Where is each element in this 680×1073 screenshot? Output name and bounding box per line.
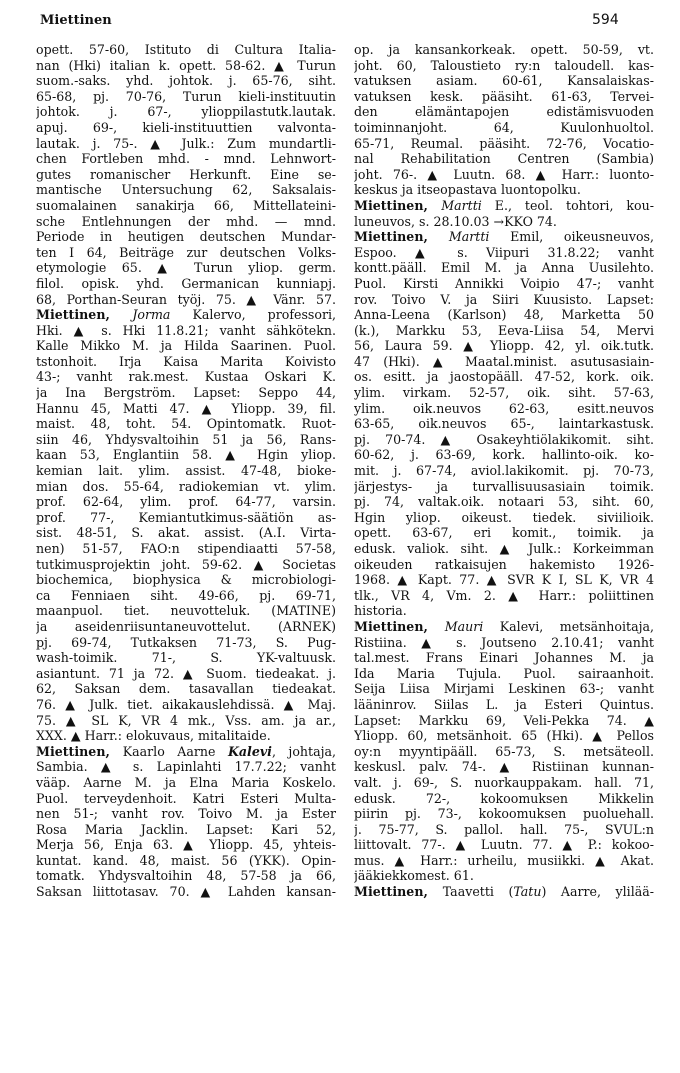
entry-heading-fragment: Kalevi <box>227 743 272 759</box>
text-line: opett. 63-67, eri komit., toimik. ja <box>354 525 654 541</box>
text-line: Sambia. ▲ s. Lapinlahti 17.7.22; vanht <box>36 759 336 775</box>
text-line: kuntat. kand. 48, maist. 56 (YKK). Opin- <box>36 852 336 868</box>
text-line: vatuksen kesk. pääsiht. 61-63, Tervei- <box>354 88 654 104</box>
text-line: 65-71, Reumal. pääsiht. 72-76, Vocatio- <box>354 135 654 151</box>
text-line: suom.-saks. yhd. johtok. j. 65-76, siht. <box>36 73 336 89</box>
text-line: Merja 56, Enja 63. ▲ Yliopp. 45, yhteis- <box>36 837 336 853</box>
text-line: (k.), Markku 53, Eeva-Liisa 54, Mervi <box>354 322 654 338</box>
text-line: Espoo. ▲ s. Viipuri 31.8.22; vanht <box>354 244 654 260</box>
entry-heading-fragment: Miettinen, <box>36 307 133 323</box>
text-line: suomalainen sanakirja 66, Mittellateini- <box>36 197 336 213</box>
text-line: Rosa Maria Jacklin. Lapset: Kari 52, <box>36 821 336 837</box>
text-line: kemian lait. ylim. assist. 47-48, bioke- <box>36 463 336 479</box>
text-line: Anna-Leena (Karlson) 48, Marketta 50 <box>354 307 654 323</box>
text-line: 65-68, pj. 70-76, Turun kieli-instituutin <box>36 88 336 104</box>
text-line: prof. 62-64, ylim. prof. 64-77, varsin. <box>36 494 336 510</box>
text-line: ja aseidenriisuntaneuvottelut. (ARNEK) <box>36 618 336 634</box>
text-line: Ristiina. ▲ s. Joutseno 2.10.41; vanht <box>354 634 654 650</box>
text-line <box>354 884 654 900</box>
entry-heading-fragment: Miettinen, <box>354 884 443 900</box>
text-line: 63-65, oik.neuvos 65-, laintarkastusk. <box>354 416 654 432</box>
text-line <box>36 307 336 323</box>
text-line: tal.mest. Frans Einari Johannes M. ja <box>354 650 654 666</box>
text-line: toiminnanjoht. 64, Kuulonhuoltol. <box>354 119 654 135</box>
text-line: maanpuol. tiet. neuvotteluk. (MATINE) <box>36 603 336 619</box>
text-line: kontt.pääll. Emil M. ja Anna Uusilehto. <box>354 260 654 276</box>
entry-heading-fragment: Miettinen, <box>354 229 449 245</box>
text-line: luneuvos, s. 28.10.03 →KKO 74. <box>354 213 557 229</box>
text-line <box>354 229 654 245</box>
text-line: jääkiekkomest. 61. <box>354 868 474 884</box>
text-line: Ida Maria Tujula. Puol. sairaanhoit. <box>354 665 654 681</box>
entry-heading-fragment: Martti <box>448 229 490 245</box>
text-line: asiantunt. 71 ja 72. ▲ Suom. tiedeakat. j. <box>36 665 336 681</box>
text-line: gutes romanischer Herkunft. Eine se- <box>36 166 336 182</box>
text-line: ylim. virkam. 52-57, oik. siht. 57-63, <box>354 385 654 401</box>
text-line: pj. 70-74. ▲ Osakeyhtiölakikomit. siht. <box>354 431 654 447</box>
text-line: lääninrov. Siilas L. ja Esteri Quintus. <box>354 696 654 712</box>
text-line: joht. 60, Taloustieto ry:n taloudell. kas- <box>354 57 654 73</box>
text-line: mian dos. 55-64, radiokemian vt. ylim. <box>36 478 336 494</box>
entry-heading-fragment: Miettinen, <box>354 618 445 634</box>
text-line: vatuksen asiam. 60-61, Kansalaiskas- <box>354 73 654 89</box>
text-line: oy:n myyntipääll. 65-73, S. metsäteoll. <box>354 743 654 759</box>
text-line: ca Fenniaen siht. 49-66, pj. 69-71, <box>36 587 336 603</box>
text-line <box>36 744 336 760</box>
text-line: pj. 74, valtak.oik. notaari 53, siht. 60, <box>354 494 654 510</box>
text-line: 43-; vanht rak.mest. Kustaa Oskari K. <box>36 369 336 385</box>
text-line <box>354 198 654 214</box>
text-line: biochemica, biophysica & microbiologi- <box>36 572 336 588</box>
text-line: ten I 64, Beiträge zur deutschen Volks- <box>36 244 336 260</box>
text-line: opett. 57-60, Istituto di Cultura Italia- <box>36 42 336 57</box>
text-line: prof. 77-, Kemiantutkimus-säätiön as- <box>36 509 336 525</box>
text-line: 47 (Hki). ▲ Maatal.minist. asutusasiain- <box>354 353 654 369</box>
text-line: 62, Saksan dem. tasavallan tiedeakat. <box>36 681 336 697</box>
text-line: ja Ina Bergström. Lapset: Seppo 44, <box>36 385 336 401</box>
text-line: XXX. ▲ Harr.: elokuvaus, mitalitaide. <box>36 728 271 744</box>
text-line: apuj. 69-, kieli-instituuttien valvonta- <box>36 119 336 135</box>
text-fragment: Taavetti ( <box>442 884 514 900</box>
text-line: Hki. ▲ s. Hki 11.8.21; vanht sähkötekn. <box>36 322 336 338</box>
text-line: mantische Untersuchung 62, Saksalais- <box>36 182 336 198</box>
text-fragment: E., teol. tohtori, kou- <box>481 197 654 213</box>
text-line: lautak. j. 75-. ▲ Julk.: Zum mundartli- <box>36 135 336 151</box>
text-line: tutkimusprojektin joht. 59-62. ▲ Societas <box>36 556 336 572</box>
text-line: järjestys- ja turvallisuusasiain toimik. <box>354 478 654 494</box>
text-line: etymologie 65. ▲ Turun yliop. germ. <box>36 260 336 276</box>
text-line: pj. 69-74, Tutkaksen 71-73, S. Pug- <box>36 634 336 650</box>
text-line: 56, Laura 59. ▲ Yliopp. 42, yl. oik.tutk. <box>354 338 654 354</box>
text-line: maist. 48, toht. 54. Opintomatk. Ruot- <box>36 416 336 432</box>
text-line: Periode in heutigen deutschen Mundar- <box>36 229 336 245</box>
text-line: Kalle Mikko M. ja Hilda Saarinen. Puol. <box>36 338 336 354</box>
text-line: wash-toimik. 71-, S. YK-valtuusk. <box>36 650 336 666</box>
text-line: edusk. valiok. siht. ▲ Julk.: Korkeimman <box>354 541 654 556</box>
entry-heading-fragment: Mauri <box>444 618 484 634</box>
text-line: nan (Hki) italian k. opett. 58-62. ▲ Turun <box>36 57 336 73</box>
entry-heading-fragment: Jorma <box>132 307 171 323</box>
text-line: rov. Toivo V. ja Siiri Kuusisto. Lapset: <box>354 291 654 307</box>
text-line: os. esitt. ja jaostopääll. 47-52, kork. oik. <box>354 369 654 385</box>
text-line: 60-62, j. 63-69, kork. hallinto-oik. ko- <box>354 447 654 463</box>
running-header-name: Miettinen <box>40 13 112 28</box>
text-line: tomatk. Yhdysvaltoihin 48, 57-58 ja 66, <box>36 868 336 884</box>
text-line: nen) 51-57, FAO:n stipendiaatti 57-58, <box>36 541 336 556</box>
text-fragment: , johtaja, <box>271 743 336 759</box>
text-line: ylim. oik.neuvos 62-63, esitt.neuvos <box>354 400 654 416</box>
text-line: tstonhoit. Irja Kaisa Marita Koivisto <box>36 353 336 369</box>
text-line: mus. ▲ Harr.: urheilu, musiikki. ▲ Akat. <box>354 852 654 868</box>
text-line: 68, Porthan-Seuran työj. 75. ▲ Vänr. 57. <box>36 291 336 307</box>
text-line: kaan 53, Englantiin 58. ▲ Hgin yliop. <box>36 447 336 463</box>
text-line: Puol. Kirsti Annikki Voipio 47-; vanht <box>354 275 654 291</box>
text-line: 1968. ▲ Kapt. 77. ▲ SVR K I, SL K, VR 4 <box>354 572 654 588</box>
text-line: tlk., VR 4, Vm. 2. ▲ Harr.: poliittinen <box>354 587 654 603</box>
text-line: piirin pj. 73-, kokoomuksen puoluehall. <box>354 806 654 822</box>
left-text-column <box>36 42 336 1062</box>
text-line: valt. j. 69-, S. nuorkauppakam. hall. 71, <box>354 774 654 790</box>
text-line: 76. ▲ Julk. tiet. aikakauslehdissä. ▲ Maj. <box>36 696 336 712</box>
text-line: Seija Liisa Mirjami Leskinen 63-; vanht <box>354 681 654 697</box>
text-fragment: Emil, oikeusneuvos, <box>489 229 654 245</box>
text-line: filol. opisk. yhd. Germanican kunniapj. <box>36 275 336 291</box>
text-line: siin 46, Yhdysvaltoihin 51 ja 56, Rans- <box>36 431 336 447</box>
text-line: nal Rehabilitation Centren (Sambia) <box>354 151 654 167</box>
right-text-column <box>354 42 654 1062</box>
entry-heading-fragment: Martti <box>441 197 482 213</box>
text-line: sche Entlehnungen der mhd. — mnd. <box>36 213 336 229</box>
text-line: oikeuden ratkaisujen hakemisto 1926- <box>354 556 654 572</box>
text-line: Hgin yliop. oikeust. tiedek. siviilioik. <box>354 509 654 525</box>
entry-heading-fragment: Miettinen, <box>354 197 442 213</box>
text-line: historia. <box>354 603 407 619</box>
text-line: den elämäntapojen edistämisvuoden <box>354 104 654 120</box>
text-line: sist. 48-51, S. akat. assist. (A.I. Virta- <box>36 525 336 541</box>
text-line: op. ja kansankorkeak. opett. 50-59, vt. <box>354 42 654 57</box>
text-line: Puol. terveydenhoit. Katri Esteri Multa- <box>36 790 336 806</box>
text-fragment: ) Aarre, ylilää- <box>541 884 654 900</box>
text-line: mit. j. 67-74, aviol.lakikomit. pj. 70-73, <box>354 463 654 479</box>
entry-heading-fragment: Tatu <box>513 884 542 900</box>
entry-heading-fragment: Miettinen, <box>36 743 123 759</box>
text-line: Saksan liittotasav. 70. ▲ Lahden kansan- <box>36 884 336 900</box>
text-line: Lapset: Markku 69, Veli-Pekka 74. ▲ <box>354 712 654 728</box>
text-line: liittovalt. 77-. ▲ Luutn. 77. ▲ P.: kokoo- <box>354 837 654 853</box>
text-line: Hannu 45, Matti 47. ▲ Yliopp. 39, fil. <box>36 400 336 416</box>
text-line: nen 51-; vanht rov. Toivo M. ja Ester <box>36 806 336 822</box>
page-number: 594 <box>592 12 619 28</box>
text-line: keskusl. palv. 74-. ▲ Ristiinan kunnan- <box>354 759 654 775</box>
text-fragment: Kaarlo Aarne <box>122 743 228 759</box>
text-fragment: Kalervo, professori, <box>170 307 336 323</box>
text-line: vääp. Aarne M. ja Elna Maria Koskelo. <box>36 774 336 790</box>
text-line <box>354 619 654 635</box>
text-line: johtok. j. 67-, ylioppilastutk.lautak. <box>36 104 336 120</box>
text-fragment: Kalevi, metsänhoitaja, <box>483 618 654 634</box>
text-line: chen Fortleben mhd. - mnd. Lehnwort- <box>36 151 336 167</box>
text-line: Yliopp. 60, metsänhoit. 65 (Hki). ▲ Pellos <box>354 728 654 744</box>
text-line: edusk. 72-, kokoomuksen Mikkelin <box>354 790 654 806</box>
text-line: keskus ja itseopastava luontopolku. <box>354 182 581 198</box>
text-line: j. 75-77, S. pallol. hall. 75-, SVUL:n <box>354 821 654 837</box>
text-line: joht. 76-. ▲ Luutn. 68. ▲ Harr.: luonto- <box>354 166 654 182</box>
text-line: 75. ▲ SL K, VR 4 mk., Vss. am. ja ar., <box>36 712 336 728</box>
